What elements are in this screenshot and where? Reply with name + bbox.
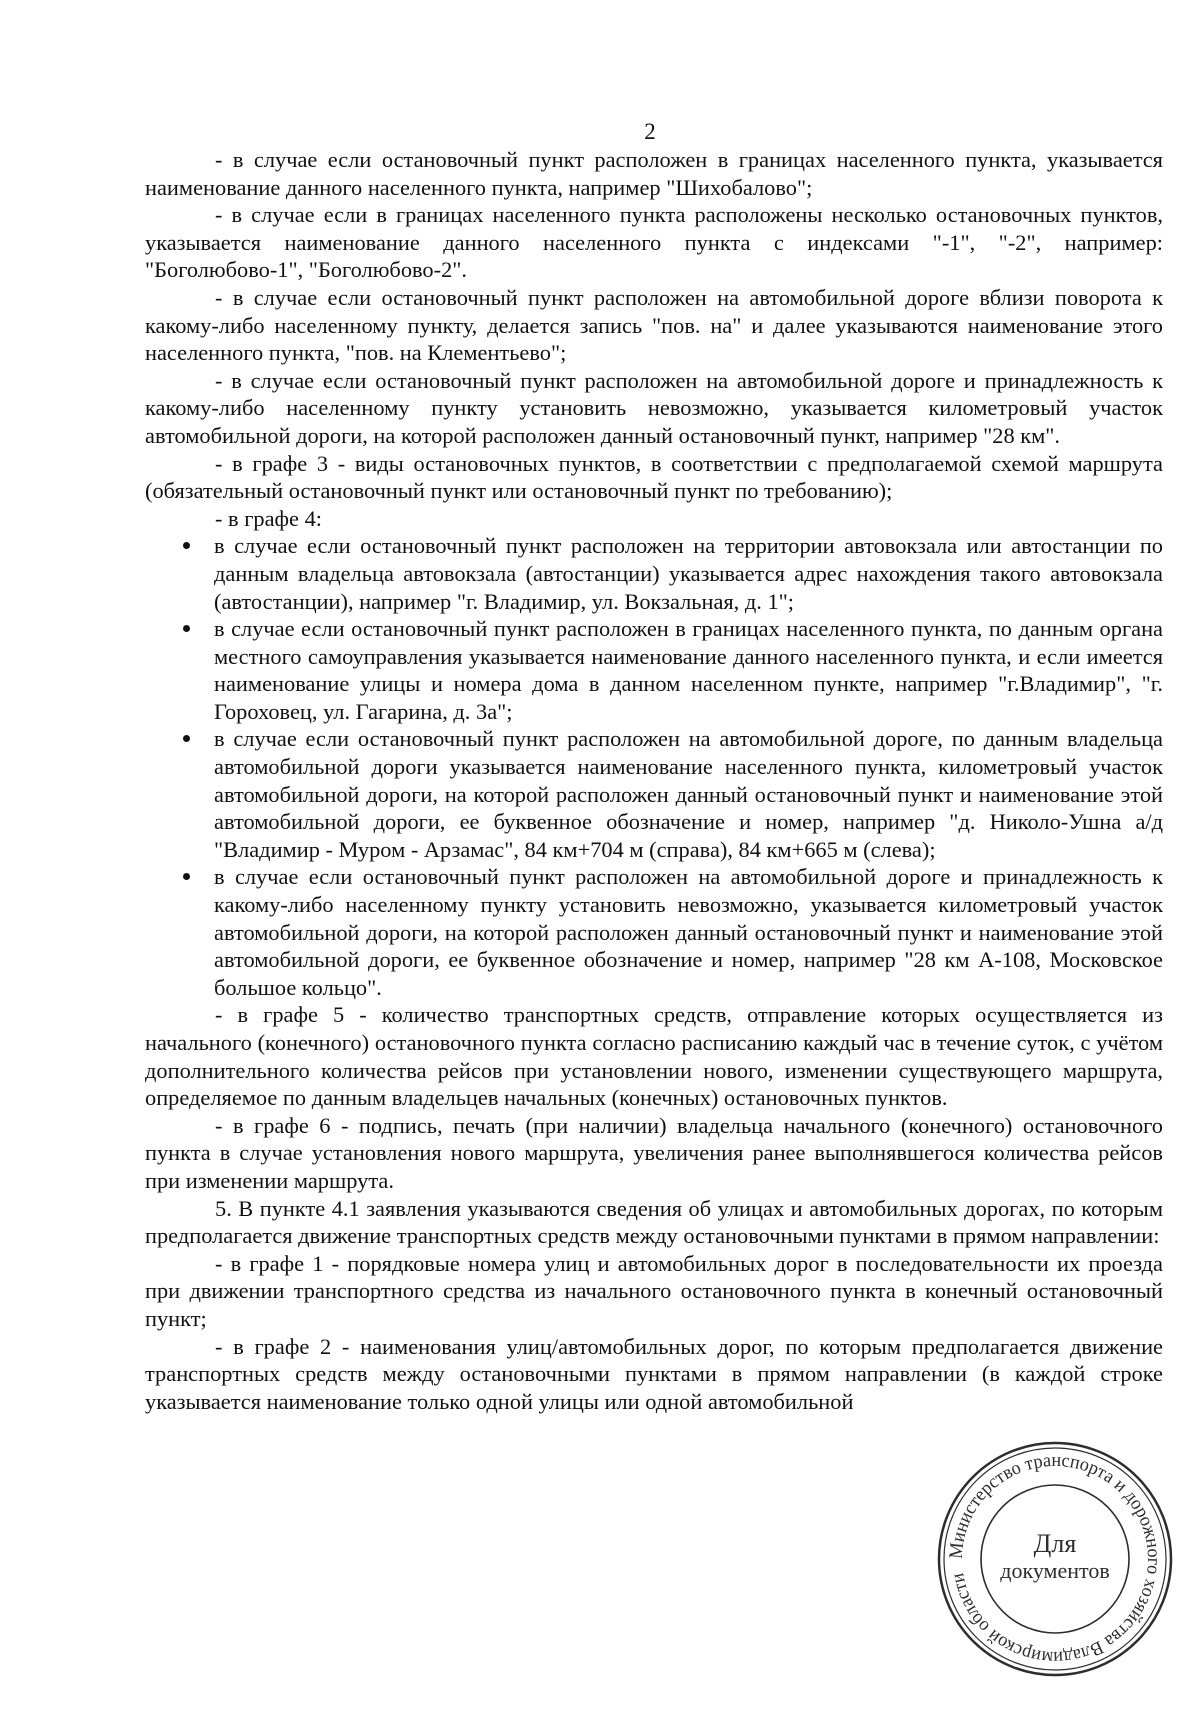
paragraph: - в случае если остановочный пункт расположен на автомобильной дороге вблизи поворота к какому-либо населенному пункту, делается запись "пов. на" и далее указываются наименование этого населенного пункта, "пов. на Клементьево"; [145,284,1163,366]
paragraph: - в графе 5 - количество транспортных средств, отправление которых осуществляется из начального (конечного) остановочного пункта согласно расписанию каждый час в течение суток, с учётом дополнительного количества рейсов при установлении нового, изменении существующего маршрута, определяемое по данным владельцев начальных (конечных) остановочных пунктов. [145,1002,1163,1111]
paragraph: - в случае если остановочный пункт расположен на автомобильной дороге и принадлежность к какому-либо населенному пункту установить невозможно, указывается километровый участок автомобильной дороги, на которой расположен данный остановочный пункт, например "28 км". [145,367,1163,448]
document-body [145,146,1163,1415]
paragraph: - в графе 6 - подпись, печать (при наличии) владельца начального (конечного) остановочного пункта в случае установления нового маршрута, увеличения ранее выполнявшегося количества рейсов при изменении маршрута. [145,1112,1163,1193]
paragraph: - в графе 3 - виды остановочных пунктов, в соответствии с предполагаемой схемой маршрута (обязательный остановочный пункт или остановочный пункт по требованию); [145,450,1163,504]
bullet-item: в случае если остановочный пункт расположен в границах населенного пункта, по данным органа местного самоуправления указывается наименование данного населенного пункта, и если имеется наименование улицы и номера дома в данном населенном пункте, например "г.Владимир", "г. Гороховец, ул. Гагарина, д. 3а"; [145,615,1163,725]
paragraph: - в графе 1 - порядковые номера улиц и автомобильных дорог в последовательности их проезда при движении транспортного средства из начального остановочного пункта в конечный остановочный пункт; [145,1250,1163,1331]
paragraphs-top [145,146,1163,532]
official-seal [936,1440,1174,1678]
paragraph: - в случае если остановочный пункт расположен в границах населенного пункта, указывается наименование данного населенного пункта, например "Шихобалово"; [145,147,1163,200]
paragraphs-bottom [145,1001,1163,1415]
seal-ring-text: Министерство транспорта и дорожного хозяйства Владимирской области [945,1449,1165,1669]
bullet-item: в случае если остановочный пункт расположен на автомобильной дороге, по данным владельца автомобильной дороги указывается наименование населенного пункта, километровый участок автомобильной дороги, на которой расположен данный остановочный пункт и наименование этой автомобильной дороги, ее буквенное обозначение и номер, например "д. Николо-Ушна а/д "Владимир - Муром - Арзамас", 84 км+704 м (справа), 84 км+665 м (слева); [145,725,1163,863]
page-number: 2 [644,119,656,144]
bullet-list [145,532,1163,1001]
seal-center-line1: Для [1033,1529,1077,1558]
paragraph: - в случае если в границах населенного пункта расположены несколько остановочных пунктов, указывается наименование данного населенного пункта с индексами "-1", "-2", например: "Боголюбово-1", "Боголюбово-2". [145,202,1163,283]
paragraph: 5. В пункте 4.1 заявления указываются сведения об улицах и автомобильных дорогах, по которым предполагается движение транспортных средств между остановочными пунктами в прямом направлении: [145,1195,1163,1249]
bullet-item: в случае если остановочный пункт расположен на территории автовокзала или автостанции по данным владельца автовокзала (автостанции) указывается адрес нахождения такого автовокзала (автостанции), например "г. Владимир, ул. Вокзальная, д. 1"; [145,532,1163,615]
bullet-item: в случае если остановочный пункт расположен на автомобильной дороге и принадлежность к какому-либо населенному пункту установить невозможно, указывается километровый участок автомобильной дороги, на которой расположен данный остановочный пункт и наименование этой автомобильной дороги, ее буквенное обозначение и номер, например "28 км А-108, Московское большое кольцо". [145,863,1163,1001]
seal-center-line2: документов [1000,1558,1110,1583]
paragraph: - в графе 2 - наименования улиц/автомобильных дорог, по которым предполагается движение транспортных средств между остановочными пунктами в прямом направлении (в каждой строке указывается наименование только одной улицы или одной автомобильной [145,1333,1163,1414]
paragraph: - в графе 4: [215,505,323,531]
